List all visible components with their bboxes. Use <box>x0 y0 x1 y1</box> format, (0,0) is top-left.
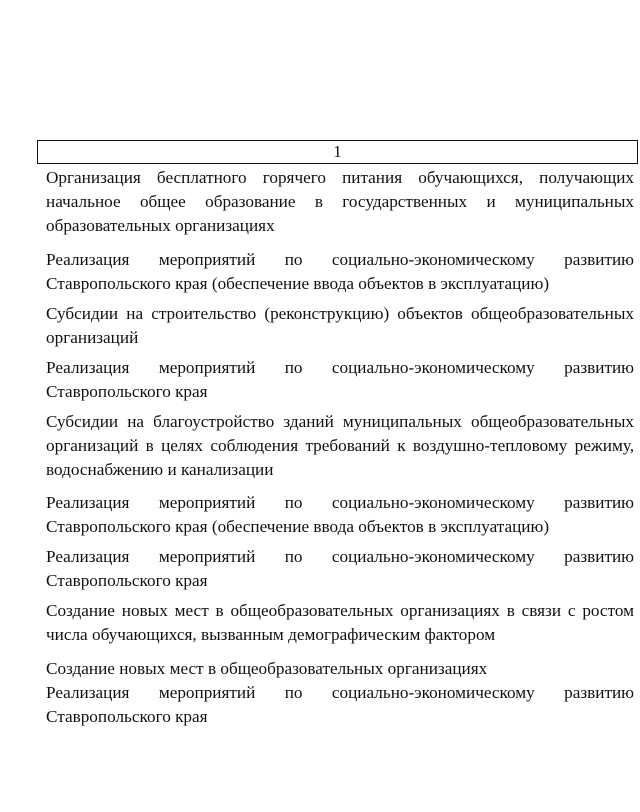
table-body <box>46 166 634 729</box>
table-row: Реализация мероприятий по социально-экономическому развитию Ставропольского края (обеспечение ввода объектов в эксплуатацию) <box>46 493 634 536</box>
table-row: Реализация мероприятий по социально-экономическому развитию Ставропольского края <box>46 683 634 726</box>
table-row: Организация бесплатного горячего питания обучающихся, получающих начальное общее образование в государственных и муниципальных образовательных организациях <box>46 168 634 235</box>
table-row: Создание новых мест в общеобразовательных организациях <box>46 659 488 678</box>
table-row: Субсидии на благоустройство зданий муниципальных общеобразовательных организаций в целях соблюдения требований к воздушно-тепловому режиму, водоснабжению и канализации <box>46 412 634 479</box>
table-column-header: 1 <box>37 140 638 164</box>
table-row: Субсидии на строительство (реконструкцию) объектов общеобразовательных организаций <box>46 304 634 347</box>
table-row: Реализация мероприятий по социально-экономическому развитию Ставропольского края <box>46 547 634 590</box>
table-row: Создание новых мест в общеобразовательных организациях в связи с ростом числа обучающихся, вызванным демографическим фактором <box>46 601 634 644</box>
table-row: Реализация мероприятий по социально-экономическому развитию Ставропольского края (обеспечение ввода объектов в эксплуатацию) <box>46 250 634 293</box>
table-row: Реализация мероприятий по социально-экономическому развитию Ставропольского края <box>46 358 634 401</box>
